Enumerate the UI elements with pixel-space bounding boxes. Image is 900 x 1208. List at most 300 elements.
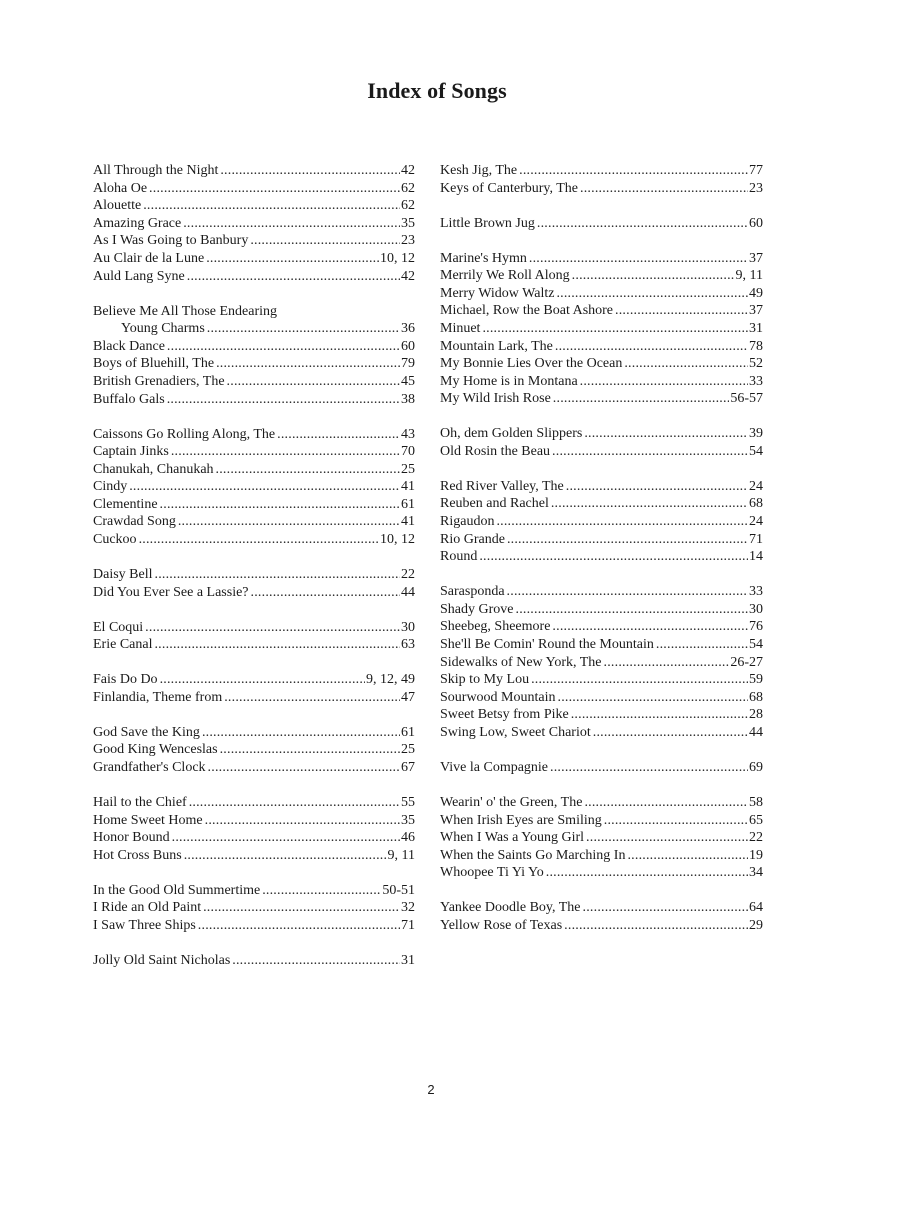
index-letter-group — [93, 162, 415, 285]
song-title: Black Dance — [93, 338, 165, 354]
index-entry — [440, 671, 763, 689]
index-entry — [440, 636, 763, 654]
dot-leader — [604, 654, 730, 672]
song-title: Marine's Hymn — [440, 250, 527, 266]
song-title: Grandfather's Clock — [93, 759, 206, 775]
page-reference: 10, 12 — [380, 532, 415, 548]
song-title: Kesh Jig, The — [440, 163, 518, 178]
song-title: Young Charms — [121, 321, 205, 337]
dot-leader — [583, 899, 748, 917]
page-reference: 34 — [749, 865, 763, 881]
page-reference: 41 — [401, 479, 415, 495]
dot-leader — [178, 513, 400, 531]
index-entry — [440, 583, 763, 601]
dot-leader — [167, 391, 400, 409]
song-title: Captain Jinks — [93, 444, 169, 460]
song-title: Sheebeg, Sheemore — [440, 619, 551, 635]
song-title: Sarasponda — [440, 584, 505, 600]
song-title: All Through the Night — [93, 163, 219, 178]
page-reference: 19 — [749, 847, 763, 863]
song-title: Auld Lang Syne — [93, 268, 185, 284]
index-letter-group — [440, 899, 763, 934]
song-title: Shady Grove — [440, 601, 514, 617]
song-title: My Bonnie Lies Over the Ocean — [440, 356, 623, 372]
dot-leader — [167, 338, 400, 356]
song-title: Wearin' o' the Green, The — [440, 794, 583, 810]
dot-leader — [479, 548, 748, 566]
index-letter-group — [440, 250, 763, 408]
dot-leader — [262, 882, 381, 900]
dot-leader — [564, 917, 748, 935]
dot-leader — [220, 741, 400, 759]
index-entry — [440, 847, 763, 865]
song-title: Vive la Compagnie — [440, 759, 549, 775]
song-title: Old Rosin the Beau — [440, 443, 551, 459]
song-title: Daisy Bell — [93, 567, 153, 583]
dot-leader — [482, 320, 748, 338]
index-column-left — [93, 162, 415, 987]
index-entry — [440, 548, 763, 566]
index-entry — [440, 285, 763, 303]
page-reference: 23 — [749, 180, 763, 196]
page-reference: 67 — [401, 759, 415, 775]
index-entry — [93, 355, 415, 373]
page-reference: 64 — [749, 900, 763, 916]
song-title: Rigaudon — [440, 514, 495, 530]
page-reference: 62 — [401, 180, 415, 196]
page-reference: 78 — [749, 338, 763, 354]
page-reference: 42 — [401, 268, 415, 284]
index-entry — [440, 390, 763, 408]
dot-leader — [224, 689, 400, 707]
dot-leader — [519, 162, 748, 180]
index-entry — [440, 478, 763, 496]
index-entry — [440, 759, 763, 777]
page-reference: 54 — [749, 637, 763, 653]
song-title: British Grenadiers, The — [93, 373, 225, 389]
dot-leader — [202, 724, 400, 742]
song-title: Oh, dem Golden Slippers — [440, 426, 583, 442]
song-title: El Coqui — [93, 619, 144, 635]
index-letter-group — [93, 619, 415, 654]
dot-leader — [537, 215, 748, 233]
dot-leader — [143, 197, 400, 215]
page-reference: 44 — [749, 724, 763, 740]
index-entry — [93, 671, 415, 689]
index-entry — [93, 917, 415, 935]
index-letter-group — [93, 794, 415, 864]
index-entry — [93, 689, 415, 707]
song-title: Crawdad Song — [93, 514, 176, 530]
dot-leader — [584, 794, 748, 812]
index-letter-group — [93, 671, 415, 706]
page-reference: 24 — [749, 514, 763, 530]
page-reference: 37 — [749, 303, 763, 319]
index-letter-group — [440, 759, 763, 777]
song-title: Cindy — [93, 479, 128, 495]
dot-leader — [531, 671, 748, 689]
index-entry — [440, 355, 763, 373]
page-reference: 9, 11 — [387, 847, 415, 863]
index-entry — [93, 426, 415, 444]
page-reference: 32 — [401, 900, 415, 916]
song-title: Merrily We Roll Along — [440, 268, 570, 284]
page-reference: 23 — [401, 233, 415, 249]
dot-leader — [656, 636, 748, 654]
page-reference: 36 — [401, 321, 415, 337]
page-title: Index of Songs — [367, 78, 507, 103]
dot-leader — [571, 706, 748, 724]
index-entry — [93, 513, 415, 531]
song-title: When I Was a Young Girl — [440, 830, 585, 846]
page-reference: 71 — [401, 917, 415, 933]
dot-leader — [580, 373, 748, 391]
page-reference: 43 — [401, 426, 415, 442]
index-letter-group — [93, 426, 415, 549]
song-title: Did You Ever See a Lassie? — [93, 584, 249, 600]
index-entry — [440, 215, 763, 233]
song-title: I Ride an Old Paint — [93, 900, 202, 916]
dot-leader — [555, 338, 748, 356]
page-reference: 62 — [401, 198, 415, 214]
index-letter-group — [93, 303, 415, 409]
page-reference: 68 — [749, 689, 763, 705]
song-title: Alouette — [93, 198, 142, 214]
index-entry — [93, 338, 415, 356]
page-reference: 25 — [401, 742, 415, 758]
index-entry — [440, 250, 763, 268]
dot-leader — [551, 495, 748, 513]
index-entry — [93, 812, 415, 830]
song-title: Yellow Rose of Texas — [440, 917, 563, 933]
page-reference: 77 — [749, 163, 763, 178]
page-reference: 70 — [401, 444, 415, 460]
song-title: Reuben and Rachel — [440, 496, 549, 512]
dot-leader — [216, 461, 400, 479]
song-title: Jolly Old Saint Nicholas — [93, 952, 231, 968]
page-reference: 68 — [749, 496, 763, 512]
page-reference: 9, 11 — [735, 268, 763, 284]
index-entry — [440, 180, 763, 198]
song-title: Red River Valley, The — [440, 478, 564, 494]
page-reference: 22 — [401, 567, 415, 583]
page-reference: 47 — [401, 689, 415, 705]
page-reference: 31 — [401, 952, 415, 968]
page-reference: 24 — [749, 478, 763, 494]
dot-leader — [154, 636, 400, 654]
index-letter-group — [440, 794, 763, 882]
dot-leader — [183, 215, 400, 233]
index-letter-group — [440, 478, 763, 566]
dot-leader — [586, 829, 748, 847]
song-title: Au Clair de la Lune — [93, 250, 205, 266]
song-title: Boys of Bluehill, The — [93, 356, 215, 372]
song-title: I Saw Three Ships — [93, 917, 196, 933]
index-letter-group — [440, 425, 763, 460]
dot-leader — [171, 443, 400, 461]
index-entry — [93, 180, 415, 198]
index-entry — [93, 268, 415, 286]
dot-leader — [496, 513, 748, 531]
index-letter-group — [93, 566, 415, 601]
song-title: Clementine — [93, 496, 158, 512]
song-title: Finlandia, Theme from — [93, 689, 223, 705]
index-entry — [93, 724, 415, 742]
dot-leader — [172, 829, 400, 847]
song-title: Sidewalks of New York, The — [440, 654, 602, 670]
index-entry — [93, 636, 415, 654]
index-entry — [440, 531, 763, 549]
page-reference: 50-51 — [382, 882, 415, 898]
page-reference: 59 — [749, 672, 763, 688]
song-title: When the Saints Go Marching In — [440, 847, 626, 863]
page-reference: 65 — [749, 812, 763, 828]
page-reference: 31 — [749, 320, 763, 336]
song-title: Merry Widow Waltz — [440, 285, 555, 301]
index-entry — [440, 162, 763, 180]
index-entry — [440, 864, 763, 882]
page-reference: 42 — [401, 163, 415, 178]
page-reference: 38 — [401, 391, 415, 407]
dot-leader — [566, 478, 748, 496]
page-reference: 49 — [749, 285, 763, 301]
index-entry — [93, 759, 415, 777]
page-reference: 10, 12 — [380, 250, 415, 266]
page-reference: 60 — [401, 338, 415, 354]
index-letter-group — [93, 952, 415, 970]
page-reference: 56-57 — [730, 391, 763, 407]
dot-leader — [546, 864, 748, 882]
dot-leader — [550, 759, 748, 777]
dot-leader — [580, 180, 748, 198]
song-title: In the Good Old Summertime — [93, 882, 261, 898]
index-letter-group — [93, 882, 415, 935]
index-entry — [93, 566, 415, 584]
dot-leader — [232, 952, 400, 970]
dot-leader — [206, 250, 379, 268]
dot-leader — [207, 320, 400, 338]
page-reference: 30 — [749, 601, 763, 617]
song-title: Mountain Lark, The — [440, 338, 553, 354]
dot-leader — [507, 531, 748, 549]
dot-leader — [556, 285, 748, 303]
dot-leader — [149, 180, 400, 198]
song-title: When Irish Eyes are Smiling — [440, 812, 602, 828]
dot-leader — [552, 618, 748, 636]
song-title: Skip to My Lou — [440, 672, 530, 688]
index-entry — [93, 496, 415, 514]
page-reference: 28 — [749, 707, 763, 723]
dot-leader — [516, 601, 749, 619]
song-title: Swing Low, Sweet Chariot — [440, 724, 591, 740]
song-title: Rio Grande — [440, 531, 505, 547]
index-letter-group — [93, 724, 415, 777]
page-reference: 9, 12, 49 — [366, 672, 415, 688]
song-title: Whoopee Ti Yi Yo — [440, 865, 544, 881]
dot-leader — [189, 794, 400, 812]
page-reference: 14 — [749, 549, 763, 565]
index-entry — [93, 741, 415, 759]
index-entry — [93, 162, 415, 180]
index-entry — [440, 899, 763, 917]
song-title: Erie Canal — [93, 637, 153, 653]
page-reference: 55 — [401, 794, 415, 810]
index-entry — [93, 829, 415, 847]
song-title: Buffalo Gals — [93, 391, 165, 407]
index-entry — [440, 829, 763, 847]
index-entry — [93, 250, 415, 268]
page-reference: 25 — [401, 461, 415, 477]
song-title: Round — [440, 549, 478, 565]
index-entry — [440, 495, 763, 513]
index-entry — [440, 917, 763, 935]
dot-leader — [593, 724, 748, 742]
dot-leader — [198, 917, 400, 935]
index-entry — [440, 320, 763, 338]
song-title: Minuet — [440, 320, 481, 336]
song-title: My Wild Irish Rose — [440, 391, 551, 407]
index-entry — [93, 373, 415, 391]
song-title: Hail to the Chief — [93, 794, 187, 810]
dot-leader — [584, 425, 748, 443]
dot-leader — [553, 390, 730, 408]
dot-leader — [208, 759, 400, 777]
index-entry — [93, 197, 415, 215]
dot-leader — [129, 478, 400, 496]
dot-leader — [529, 250, 748, 268]
index-entry — [440, 689, 763, 707]
index-entry — [93, 952, 415, 970]
page-reference: 76 — [749, 619, 763, 635]
page-reference: 33 — [749, 584, 763, 600]
index-entry — [440, 513, 763, 531]
song-title: Fais Do Do — [93, 672, 158, 688]
page-reference: 60 — [749, 215, 763, 231]
index-entry — [93, 232, 415, 250]
song-title: God Save the King — [93, 724, 200, 740]
page-reference: 71 — [749, 531, 763, 547]
dot-leader — [220, 162, 400, 180]
song-title: Chanukah, Chanukah — [93, 461, 214, 477]
dot-leader — [615, 302, 748, 320]
dot-leader — [627, 847, 748, 865]
index-entry — [93, 303, 415, 321]
index-column-right — [440, 162, 763, 952]
index-entry — [440, 812, 763, 830]
page-reference: 54 — [749, 443, 763, 459]
index-entry — [440, 618, 763, 636]
song-title: As I Was Going to Banbury — [93, 233, 249, 249]
page-reference: 35 — [401, 215, 415, 231]
index-entry — [440, 654, 763, 672]
page-reference: 37 — [749, 250, 763, 266]
dot-leader — [160, 496, 400, 514]
dot-leader — [155, 566, 401, 584]
song-title: She'll Be Comin' Round the Mountain — [440, 637, 654, 653]
index-entry — [440, 794, 763, 812]
index-entry — [93, 215, 415, 233]
song-title: Sweet Betsy from Pike — [440, 707, 569, 723]
index-entry — [440, 706, 763, 724]
page-reference: 22 — [749, 830, 763, 846]
dot-leader — [216, 355, 400, 373]
dot-leader — [145, 619, 400, 637]
index-entry — [93, 443, 415, 461]
dot-leader — [205, 812, 400, 830]
index-letter-group — [440, 215, 763, 233]
index-entry — [440, 425, 763, 443]
index-entry — [440, 302, 763, 320]
index-entry — [440, 267, 763, 285]
dot-leader — [604, 812, 748, 830]
page-reference: 61 — [401, 724, 415, 740]
song-title: Home Sweet Home — [93, 812, 203, 828]
dot-leader — [507, 583, 748, 601]
dot-leader — [572, 267, 735, 285]
dot-leader — [203, 899, 400, 917]
song-title: Honor Bound — [93, 830, 170, 846]
index-entry — [93, 847, 415, 865]
page-number: 2 — [427, 1082, 435, 1097]
song-title: Hot Cross Buns — [93, 847, 182, 863]
dot-leader — [251, 584, 400, 602]
index-entry — [93, 531, 415, 549]
index-entry — [440, 443, 763, 461]
index-entry — [93, 320, 415, 338]
index-entry — [93, 478, 415, 496]
page-reference: 69 — [749, 759, 763, 775]
page-reference: 26-27 — [730, 654, 763, 670]
index-entry — [93, 794, 415, 812]
dot-leader — [139, 531, 379, 549]
page-reference: 44 — [401, 584, 415, 600]
dot-leader — [227, 373, 400, 391]
page-reference: 52 — [749, 356, 763, 372]
song-title: Cuckoo — [93, 532, 137, 548]
index-entry — [93, 882, 415, 900]
dot-leader — [624, 355, 748, 373]
index-entry — [440, 724, 763, 742]
song-title: Sourwood Mountain — [440, 689, 556, 705]
song-title: Michael, Row the Boat Ashore — [440, 303, 614, 319]
index-letter-group — [440, 162, 763, 197]
dot-leader — [184, 847, 387, 865]
song-title: Good King Wenceslas — [93, 742, 218, 758]
page-reference: 29 — [749, 917, 763, 933]
dot-leader — [187, 268, 400, 286]
dot-leader — [552, 443, 748, 461]
song-title: Believe Me All Those Endearing — [93, 303, 278, 319]
page-reference: 63 — [401, 637, 415, 653]
song-title: Aloha Oe — [93, 180, 148, 196]
page-reference: 58 — [749, 794, 763, 810]
song-title: Yankee Doodle Boy, The — [440, 900, 581, 916]
page-reference: 79 — [401, 356, 415, 372]
dot-leader — [250, 232, 400, 250]
page-reference: 39 — [749, 426, 763, 442]
index-entry — [93, 584, 415, 602]
page-reference: 35 — [401, 812, 415, 828]
song-title: My Home is in Montana — [440, 373, 578, 389]
dot-leader — [160, 671, 365, 689]
song-title: Amazing Grace — [93, 215, 182, 231]
page-reference: 41 — [401, 514, 415, 530]
song-title: Keys of Canterbury, The — [440, 180, 579, 196]
song-title: Little Brown Jug — [440, 215, 535, 231]
page-reference: 46 — [401, 830, 415, 846]
index-entry — [440, 373, 763, 391]
page-reference: 61 — [401, 496, 415, 512]
